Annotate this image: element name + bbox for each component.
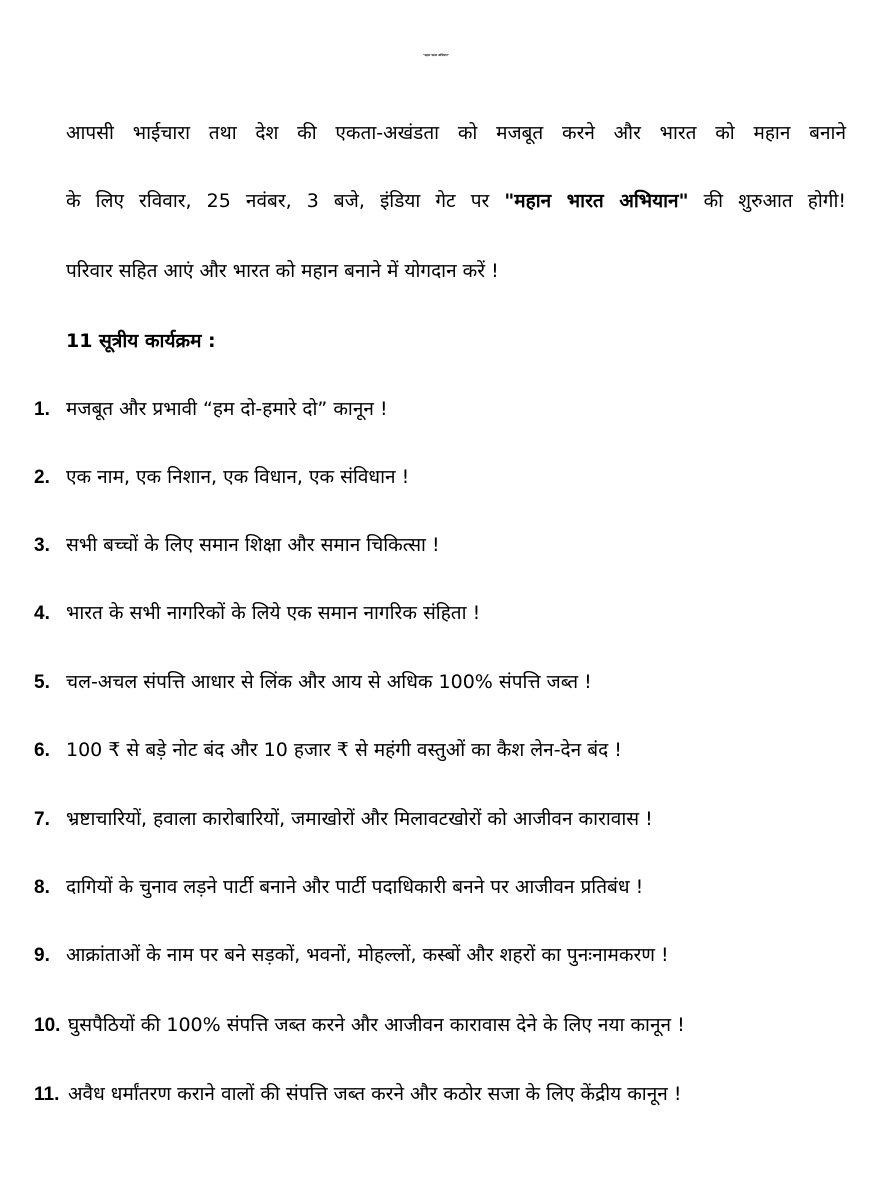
point-text: अवैध धर्मांतरण कराने वालों की संपत्ति जब्त करने और कठोर सजा के लिए केंद्रीय कानून ! bbox=[68, 1083, 682, 1105]
point-number: 2. bbox=[34, 467, 50, 488]
point-number: 3. bbox=[34, 535, 50, 556]
program-point bbox=[34, 530, 440, 561]
point-text: मजबूत और प्रभावी “हम दो-हमारे दो” कानून ! bbox=[66, 398, 388, 420]
intro-line-1: आपसी भाईचारा तथा देश की एकता-अखंडता को मजबूत करने और भारत को महान बनाने bbox=[66, 122, 846, 144]
program-point bbox=[34, 872, 643, 903]
point-text: भ्रष्टाचारियों, हवाला कारोबारियों, जमाखोरों और मिलावटखोरों को आजीवन कारावास ! bbox=[66, 808, 653, 830]
point-text: आक्रांताओं के नाम पर बने सड़कों, भवनों, मोहल्लों, कस्बों और शहरों का पुनःनामकरण ! bbox=[66, 944, 669, 966]
point-text: 100 ₹ से बड़े नोट बंद और 10 हजार ₹ से महंगी वस्तुओं का कैश लेन-देन बंद ! bbox=[66, 739, 622, 761]
point-number: 8. bbox=[34, 877, 50, 898]
point-number: 11. bbox=[34, 1084, 60, 1105]
point-text: दागियों के चुनाव लड़ने पार्टी बनाने और पार्टी पदाधिकारी बनने पर आजीवन प्रतिबंध ! bbox=[66, 876, 644, 898]
campaign-name-bold: "महान भारत अभियान" bbox=[504, 190, 689, 212]
point-number: 6. bbox=[34, 740, 50, 761]
point-text: एक नाम, एक निशान, एक विधान, एक संविधान ! bbox=[66, 466, 410, 488]
point-number: 7. bbox=[34, 809, 50, 830]
intro-line-2-text-after: की शुरुआत होगी! bbox=[688, 190, 847, 212]
point-text: घुसपैठियों की 100% संपत्ति जब्त करने और आजीवन कारावास देने के लिए नया कानून ! bbox=[68, 1014, 685, 1036]
program-point bbox=[34, 462, 409, 493]
program-point bbox=[34, 598, 480, 629]
point-number: 10. bbox=[34, 1015, 61, 1036]
program-point bbox=[34, 1079, 681, 1110]
program-point bbox=[34, 735, 622, 766]
point-text: भारत के सभी नागरिकों के लिये एक समान नागरिक संहिता ! bbox=[66, 602, 481, 624]
program-point bbox=[34, 1010, 685, 1041]
point-text: चल-अचल संपत्ति आधार से लिंक और आय से अधिक 100% संपत्ति जब्त ! bbox=[66, 671, 592, 693]
point-number: 5. bbox=[34, 672, 50, 693]
point-number: 4. bbox=[34, 603, 50, 624]
point-number: 9. bbox=[34, 945, 50, 966]
intro-line-3: परिवार सहित आएं और भारत को महान बनाने में योगदान करें ! bbox=[66, 260, 499, 282]
program-point bbox=[34, 394, 388, 425]
intro-line-2-text-before: के लिए रविवार, 25 नवंबर, 3 बजे, इंडिया गेट पर bbox=[66, 190, 505, 212]
program-point bbox=[34, 667, 592, 698]
point-text: सभी बच्चों के लिए समान शिक्षा और समान चिकित्सा ! bbox=[66, 534, 440, 556]
program-point bbox=[34, 804, 653, 835]
intro-line-2 bbox=[66, 186, 846, 216]
program-heading: 11 सूत्रीय कार्यक्रम : bbox=[66, 330, 216, 352]
program-point bbox=[34, 940, 669, 971]
document-title: "महान भारत अभियान" bbox=[422, 53, 450, 57]
point-number: 1. bbox=[34, 399, 50, 420]
